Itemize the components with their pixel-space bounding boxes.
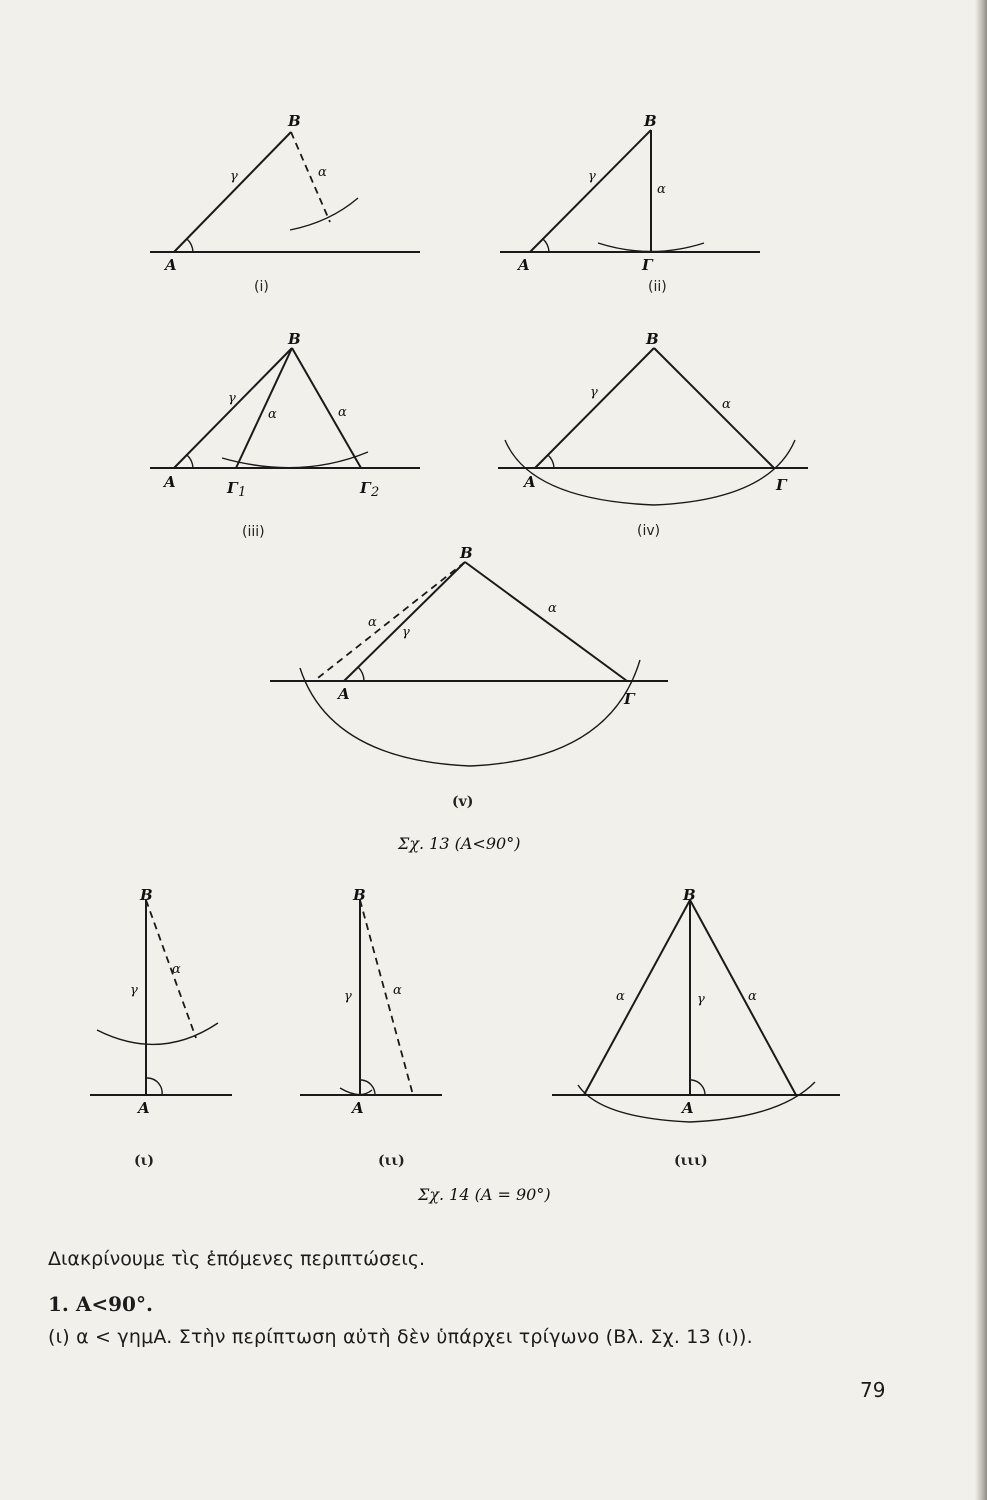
intro-paragraph: Διακρίνουμε τὶς ἑπόμενες περιπτώσεις. — [48, 1248, 426, 1270]
side-g-label: γ — [590, 385, 598, 400]
side-a-label: α — [722, 397, 731, 412]
side-g-label: γ — [344, 989, 352, 1004]
vertex-A-label: A — [338, 685, 350, 703]
side-g-label: γ — [402, 625, 410, 640]
vertex-B-label: B — [644, 112, 657, 130]
vertex-B-label: B — [460, 544, 473, 562]
vertex-A-label: A — [682, 1099, 694, 1117]
fig14-case-2 — [300, 886, 442, 1169]
vertex-Gamma-label: Γ — [642, 256, 653, 274]
vertex-B-label: B — [683, 886, 696, 904]
vertex-A-label: A — [165, 256, 177, 274]
side-a2-label: α — [338, 405, 347, 420]
page-number: 79 — [860, 1378, 886, 1402]
side-a-label: α — [393, 983, 402, 998]
vertex-A-label: A — [164, 473, 176, 491]
side-a-label: α — [318, 165, 327, 180]
side-g-label: γ — [228, 391, 236, 406]
fig13-case-i — [150, 112, 420, 295]
fig13-case-iii — [150, 330, 420, 540]
vertex-Gamma-label: Γ — [624, 690, 635, 708]
case-heading: 1. A<90°. — [48, 1292, 153, 1316]
case-label-v: (v) — [452, 794, 474, 810]
vertex-B-label: B — [140, 886, 153, 904]
side-a-left-label: α — [616, 989, 625, 1004]
side-a1-label: α — [268, 407, 277, 422]
figure14-caption: Σχ. 14 (A = 90°) — [418, 1185, 551, 1204]
case-label-i: (i) — [254, 279, 269, 295]
side-g-label: γ — [588, 169, 596, 184]
case-label-3: (ιιι) — [674, 1153, 708, 1169]
side-g-label: γ — [230, 169, 238, 184]
fig13-case-ii — [500, 112, 760, 295]
case-label-ii: (ii) — [648, 279, 667, 295]
vertex-Gamma1-label: Γ — [227, 479, 238, 497]
vertex-A-label: A — [352, 1099, 364, 1117]
case-i-paragraph: (ι) α < γημA. Στὴν περίπτωση αὐτὴ δὲν ὑπάρχει τρίγωνο (Βλ. Σχ. 13 (ι)). — [48, 1326, 753, 1348]
vertex-A-label: A — [524, 473, 536, 491]
case-label-iv: (iv) — [637, 523, 661, 539]
side-g-label: γ — [130, 983, 138, 998]
side-a-label: α — [548, 601, 557, 616]
side-a-right-label: α — [748, 989, 757, 1004]
side-a-label: α — [172, 962, 181, 977]
vertex-B-label: B — [288, 330, 301, 348]
vertex-Gamma-label: Γ — [776, 476, 787, 494]
vertex-Gamma2-label: Γ — [360, 479, 371, 497]
side-g-label: γ — [697, 992, 705, 1007]
subscript-1: 1 — [238, 485, 247, 500]
figure13-caption: Σχ. 13 (A<90°) — [398, 834, 521, 853]
side-a-label: α — [657, 182, 666, 197]
subscript-2: 2 — [371, 485, 380, 500]
vertex-A-label: A — [518, 256, 530, 274]
case-label-2: (ιι) — [378, 1153, 405, 1169]
fig14-case-3 — [552, 886, 840, 1169]
vertex-B-label: B — [288, 112, 301, 130]
case-label-1: (ι) — [134, 1153, 155, 1169]
vertex-B-label: B — [353, 886, 366, 904]
fig13-case-v — [270, 544, 668, 810]
vertex-B-label: B — [646, 330, 659, 348]
fig14-case-1 — [90, 886, 232, 1169]
case-label-iii: (iii) — [242, 524, 265, 540]
fig13-case-iv — [498, 330, 808, 539]
vertex-A-label: A — [138, 1099, 150, 1117]
side-a-dashed-label: α — [368, 615, 377, 630]
